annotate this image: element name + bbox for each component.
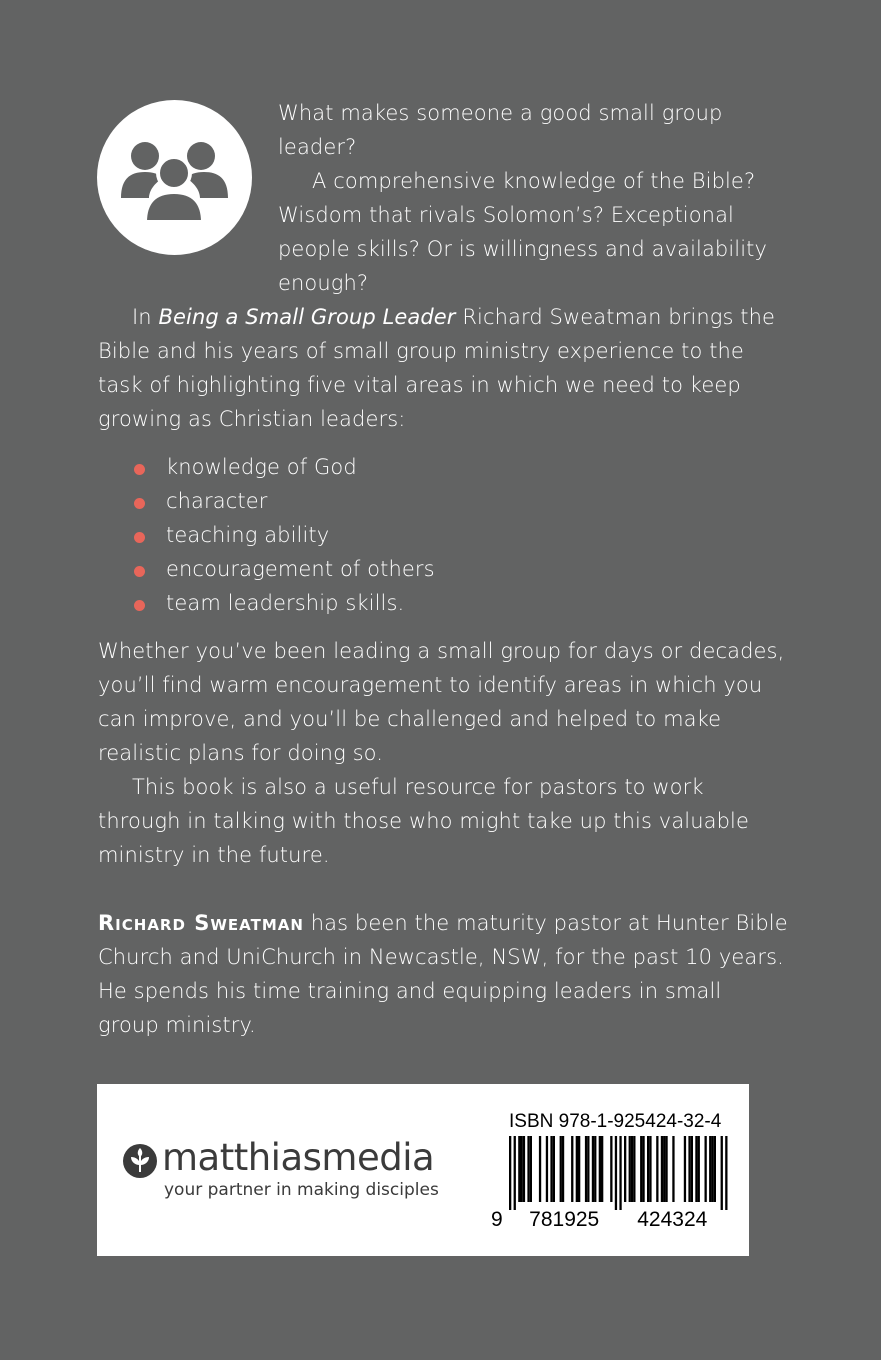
barcode-bar — [560, 1136, 562, 1202]
resource-paragraph: This book is also a useful resource for pastors to work through in talking with those who might take up this valuable ministry in the future. — [98, 775, 749, 867]
barcode-bar — [691, 1136, 693, 1202]
barcode-bar — [550, 1136, 552, 1202]
book-pre: In — [132, 305, 159, 329]
barcode-bar — [705, 1136, 707, 1202]
barcode-bar — [631, 1136, 633, 1202]
barcode-bar — [518, 1136, 520, 1202]
barcode-bar — [514, 1136, 516, 1210]
barcode-bar — [665, 1136, 667, 1202]
icon-wrap-space — [98, 96, 278, 268]
barcode-bar — [523, 1136, 525, 1202]
author-bio-text: has been the maturity pastor at Hunter Bible Church and UniChurch in Newcastle, NSW, for the past 10 years. He spends his time training and equipping leaders in small group ministry. — [98, 911, 788, 1037]
barcode-bar — [546, 1136, 548, 1202]
barcode-bar — [647, 1136, 649, 1202]
barcode-bar — [698, 1136, 700, 1202]
barcode-bar — [539, 1136, 541, 1202]
barcode-digits: 781925 — [529, 1208, 600, 1231]
barcode-bar — [592, 1136, 594, 1202]
author-name: Richard Sweatman — [98, 911, 304, 935]
barcode-bar — [553, 1136, 555, 1202]
barcode-bar — [578, 1136, 580, 1202]
barcode-bar — [615, 1136, 617, 1210]
barcode-bar — [624, 1136, 626, 1202]
barcode-bar — [562, 1136, 564, 1202]
barcode-bar — [594, 1136, 596, 1202]
barcode-digits: 9 — [491, 1208, 503, 1231]
barcode-bar — [633, 1136, 635, 1202]
list-item: teaching ability — [98, 518, 788, 552]
list-item: team leadership skills. — [98, 586, 788, 620]
isbn-barcode — [485, 1136, 735, 1232]
barcode-bar — [619, 1136, 621, 1210]
barcode-digits: 424324 — [637, 1208, 708, 1231]
leaf-logo-icon — [122, 1143, 158, 1179]
barcode-bar — [672, 1136, 674, 1202]
list-item: knowledge of God — [98, 450, 788, 484]
barcode-bar — [585, 1136, 587, 1202]
barcode-bar — [695, 1136, 697, 1202]
barcode-bar — [521, 1136, 523, 1202]
barcode-bar — [642, 1136, 644, 1202]
barcode-bar — [599, 1136, 601, 1202]
barcode-bar — [640, 1136, 642, 1202]
barcode-bar — [656, 1136, 658, 1202]
list-item: character — [98, 484, 788, 518]
barcode-bar — [709, 1136, 711, 1202]
skills-list — [98, 450, 788, 620]
barcode-bar — [688, 1136, 690, 1202]
barcode-bar — [610, 1136, 612, 1202]
barcode-bar — [629, 1136, 631, 1202]
intro-book — [98, 300, 788, 436]
barcode-bar — [576, 1136, 578, 1202]
blurb — [98, 96, 788, 1042]
barcode-bar — [663, 1136, 665, 1202]
barcode-bar — [661, 1136, 663, 1202]
publisher-name: matthiasmedia — [162, 1136, 435, 1179]
barcode-bar — [571, 1136, 573, 1202]
barcode-bar — [711, 1136, 713, 1202]
barcode-bar — [601, 1136, 603, 1202]
publisher-box — [97, 1084, 749, 1256]
barcode-bar — [527, 1136, 529, 1202]
isbn-label: ISBN 978-1-925424-32-4 — [509, 1111, 722, 1132]
barcode-bar — [725, 1136, 727, 1210]
barcode-bar — [714, 1136, 716, 1202]
author-bio — [98, 906, 788, 1042]
barcode-bar — [509, 1136, 511, 1210]
publisher-tagline: your partner in making disciples — [164, 1180, 439, 1200]
barcode-bar — [649, 1136, 651, 1202]
book-title: Being a Small Group Leader — [158, 305, 456, 329]
intro-options: A comprehensive knowledge of the Bible? Wisdom that rivals Solomon’s? Exceptional people skills? Or is willingness and availability enough? — [278, 169, 768, 295]
barcode-bar — [530, 1136, 532, 1202]
barcode-bar — [721, 1136, 723, 1210]
list-item: encouragement of others — [98, 552, 788, 586]
intro-question: What makes someone a good small group leader? — [278, 101, 723, 159]
barcode-bar — [587, 1136, 589, 1202]
barcode-bar — [684, 1136, 686, 1202]
book-post: Richard Sweatman brings the Bible and his years of small group ministry experience to the task of highlighting five vital areas in which we need to keep growing as Christian leaders: — [98, 305, 776, 431]
whether-paragraph: Whether you’ve been leading a small group for days or decades, you’ll find warm encouragement to identify areas in which you can improve, and you’ll be challenged and helped to make realistic plans for doing so. — [98, 639, 785, 765]
